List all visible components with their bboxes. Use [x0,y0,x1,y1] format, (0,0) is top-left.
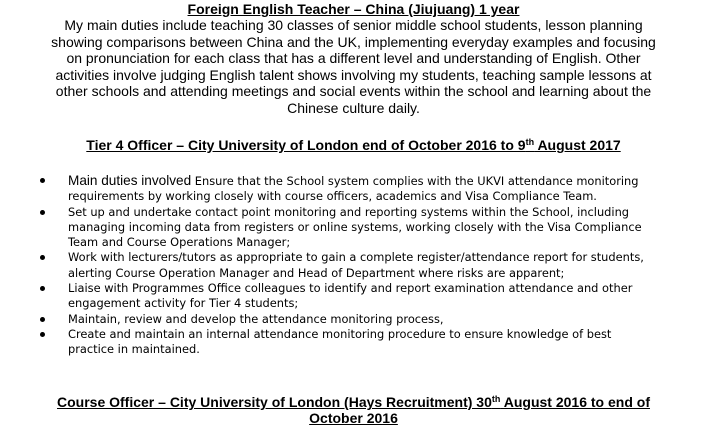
list-item [0,250,707,281]
paragraph-line: showing comparisons between China and the UK, implementing everyday examples and focusing [51,33,656,50]
heading-text: Course Officer – City University of London (Hays Recruitment) 30 [57,394,492,410]
bullet-line: requirements by working closely with course officers, academics and Visa Compliance Team. [68,189,597,204]
bullet-icon [40,317,45,322]
paragraph-line: Chinese culture daily. [287,99,420,116]
job-heading-foreign-english-teacher: Foreign English Teacher – China (Jiujuang) 1 year [187,1,520,17]
list-item [0,173,707,205]
job-heading-course-officer [0,394,707,426]
paragraph-line: activities involve judging English talent shows involving my students, teaching sample lessons at [55,66,652,83]
heading-text: Tier 4 Officer – City University of London end of October 2016 to 9 [86,137,526,153]
bullet-line: Set up and undertake contact point monitoring and reporting systems within the School, including [68,204,630,219]
bullet-icon [40,210,45,215]
bullet-line: Team and Course Operations Manager; [68,235,291,250]
bullet-line: Ensure that the School system complies with the UKVI attendance monitoring [191,174,639,188]
paragraph-line: on pronunciation for each class that has a different level and understanding of English. Other [66,50,641,67]
bullet-text [68,250,707,281]
bullet-line: Create and maintain an internal attendance monitoring procedure to ensure knowledge of best [68,326,612,341]
list-item [0,327,707,358]
paragraph-line: My main duties include teaching 30 classes of senior middle school students, lesson planning [64,17,643,33]
heading-text-end: August 2016 to end of [500,394,650,410]
heading-ordinal-suffix: th [525,137,535,147]
paragraph-line: other schools and attending meetings and social events within the school and learning about the [55,83,652,100]
job-description-paragraph [0,17,707,117]
job-heading-tier4-officer [0,137,707,153]
bullet-lead: Main duties involved [68,173,192,188]
bullet-text [68,312,707,327]
bullet-icon [40,178,45,183]
bullet-icon [40,332,45,337]
bullet-line: Work with lecturers/tutors as appropriate to gain a complete register/attendance report for students, [68,250,644,265]
heading-line [0,394,707,410]
list-item [0,312,707,327]
bullet-text [68,205,707,251]
list-item [0,205,707,251]
bullet-icon [40,255,45,260]
bullet-line: Maintain, review and develop the attendance monitoring process, [68,311,444,326]
bullet-line: practice in maintained. [68,342,200,357]
duties-bullet-list [0,173,707,358]
bullet-text [68,281,707,312]
bullet-line: managing incoming data from registers or online systems, working closely with the Visa Compliance [68,219,642,234]
bullet-icon [40,286,45,291]
bullet-line: alerting Course Operation Manager and Head of Department where risks are apparent; [68,265,565,280]
heading-line-2: October 2016 [309,410,398,426]
heading-ordinal-suffix: th [491,394,501,404]
bullet-text [68,327,707,358]
bullet-line: engagement activity for Tier 4 students; [68,296,299,311]
list-item [0,281,707,312]
bullet-text [68,173,707,205]
heading-text-end: August 2017 [534,137,621,153]
bullet-line: Liaise with Programmes Office colleagues to identify and report examination attendance and other [68,281,633,296]
